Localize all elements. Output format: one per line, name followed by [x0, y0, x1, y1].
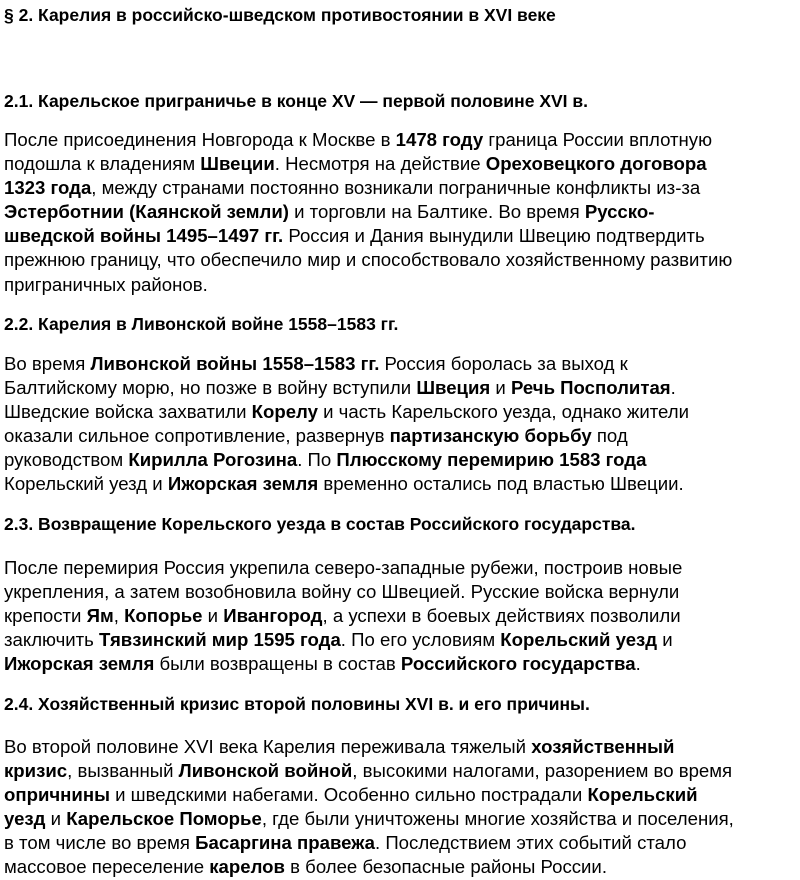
text-run: Балтийскому морю, но позже в войну вступили [4, 377, 417, 399]
text-run: и часть Карельского уезда, однако жители [317, 401, 690, 423]
bold-text-run: Басаргина правежа [195, 832, 375, 854]
paragraph-line [4, 831, 734, 855]
paragraph-line [4, 376, 689, 400]
paragraph-line [4, 807, 734, 831]
bold-text-run: Ижорская земля [4, 653, 155, 675]
text-run: и [490, 377, 511, 399]
bold-text-run: Российского государства [400, 653, 636, 675]
text-run: в более безопасные районы России. [284, 856, 607, 878]
text-run: оказали сильное сопротивление, развернув [4, 425, 390, 447]
paragraph-line [4, 176, 732, 200]
text-run: , [113, 605, 125, 627]
paragraph-line [4, 735, 734, 759]
paragraph-line [4, 248, 732, 272]
paragraph-line [4, 628, 682, 652]
text-run: и шведскими набегами. Особенно сильно пострадали [109, 784, 588, 806]
paragraph-line [4, 200, 732, 224]
bold-text-run: Ижорская земля [167, 473, 319, 495]
text-run: граница России вплотную [483, 129, 713, 150]
text-run: , высокими налогами, разорением во время [352, 760, 733, 782]
bold-text-run: кризис [4, 760, 68, 782]
bold-text-run: Эстерботнии (Каянской земли) [4, 201, 289, 223]
paragraph-line [4, 556, 682, 580]
bold-text-run: Швеция [416, 377, 491, 399]
paragraph-line [4, 273, 732, 297]
bold-text-run: Ивангород [223, 605, 323, 627]
bold-text-run: Плюсскому перемирию 1583 года [336, 449, 647, 471]
text-run: и торговли на Балтике. Во время [288, 201, 585, 223]
text-run: в том числе во время [4, 832, 196, 854]
bold-text-run: Карельское Поморье [66, 808, 262, 830]
text-run: подошла к владениям [4, 153, 201, 175]
paragraph-line [4, 152, 732, 176]
text-run: и [202, 605, 224, 627]
text-run: После присоединения Новгорода к Москве в [4, 129, 396, 150]
text-run: После перемирия Россия укрепила северо-западные рубежи, построив новые [4, 557, 683, 578]
bold-text-run: опричнины [4, 784, 110, 806]
page-title: § 2. Карелия в российско-шведском противостоянии в XVI веке [4, 5, 556, 25]
text-run: . По его условиям [340, 629, 501, 651]
bold-text-run: Ореховецкого договора [485, 153, 707, 175]
section-paragraph-2-3 [4, 556, 682, 676]
text-run: . [635, 653, 641, 675]
bold-text-run: 1478 году [395, 129, 484, 150]
paragraph-line [4, 783, 734, 807]
bold-text-run: Кирилла Рогозина [128, 449, 298, 471]
text-run: . По [297, 449, 337, 471]
text-run: . Последствием этих событий стало [374, 832, 687, 854]
text-run: и [45, 808, 67, 830]
bold-text-run: уезд [4, 808, 46, 830]
bold-text-run: Ям [86, 605, 114, 627]
bold-text-run: Ливонской войной [178, 760, 353, 782]
text-run: заключить [4, 629, 100, 651]
text-run: , вызванный [67, 760, 179, 782]
bold-text-run: Швеции [200, 153, 275, 175]
paragraph-line [4, 580, 682, 604]
paragraph-line [4, 128, 732, 152]
bold-text-run: шведской войны 1495–1497 гг. [4, 225, 284, 247]
section-heading-2-1: 2.1. Карельское приграничье в конце XV — первой половине XVI в. [4, 91, 589, 111]
text-run: временно остались под властью Швеции. [318, 473, 684, 495]
section-heading-2-2: 2.2. Карелия в Ливонской войне 1558–1583 гг. [4, 314, 399, 334]
bold-text-run: Корельский [587, 784, 698, 806]
paragraph-line [4, 424, 689, 448]
text-run: укрепления, а затем возобновила войну со Швецией. Русские войска вернули [4, 581, 680, 603]
section-paragraph-2-2 [4, 352, 689, 497]
bold-text-run: партизанскую борьбу [389, 425, 592, 447]
text-run: были возвращены в состав [154, 653, 401, 675]
paragraph-line [4, 448, 689, 472]
paragraph-line [4, 224, 732, 248]
section-heading-2-4: 2.4. Хозяйственный кризис второй половины XVI в. и его причины. [4, 694, 590, 714]
text-run: , а успехи в боевых действиях позволили [322, 605, 681, 627]
paragraph-line [4, 652, 682, 676]
paragraph-line [4, 855, 734, 879]
text-run: и [657, 629, 673, 651]
text-run: Россия и Дания вынудили Швецию подтвердить [283, 225, 705, 247]
bold-text-run: хозяйственный [531, 736, 675, 757]
bold-text-run: Корелу [251, 401, 318, 423]
paragraph-line [4, 604, 682, 628]
text-run: , где были уничтожены многие хозяйства и поселения, [261, 808, 734, 830]
paragraph-line [4, 400, 689, 424]
bold-text-run: Копорье [124, 605, 203, 627]
section-paragraph-2-4 [4, 735, 734, 880]
text-run: приграничных районов. [4, 273, 208, 295]
text-run: Во второй половине XVI века Карелия переживала тяжелый [4, 736, 532, 757]
bold-text-run: Тявзинский мир 1595 года [99, 629, 341, 651]
paragraph-line [4, 472, 689, 496]
section-heading-2-3: 2.3. Возвращение Корельского уезда в состав Российского государства. [4, 514, 636, 534]
text-run: Шведские войска захватили [4, 401, 252, 423]
text-run: прежнюю границу, что обеспечило мир и способствовало хозяйственному развитию [4, 249, 733, 271]
section-paragraph-2-1 [4, 128, 732, 297]
bold-text-run: Русско- [584, 201, 655, 223]
text-run: крепости [4, 605, 87, 627]
paragraph-line [4, 759, 734, 783]
text-run: Во время [4, 353, 91, 374]
text-run: Корельский уезд и [4, 473, 168, 495]
text-run: . Несмотря на действие [274, 153, 486, 175]
bold-text-run: Ливонской войны 1558–1583 гг. [90, 353, 380, 374]
text-run: Россия боролась за выход к [379, 353, 628, 374]
bold-text-run: Корельский уезд [500, 629, 658, 651]
text-run: , между странами постоянно возникали пограничные конфликты из-за [91, 177, 701, 199]
bold-text-run: Речь Посполитая [510, 377, 671, 399]
paragraph-line [4, 352, 689, 376]
bold-text-run: 1323 года [4, 177, 92, 199]
text-run: руководством [4, 449, 129, 471]
text-run: массовое переселение [4, 856, 210, 878]
bold-text-run: карелов [209, 856, 285, 878]
text-run: под [591, 425, 628, 447]
text-run: . [670, 377, 676, 399]
